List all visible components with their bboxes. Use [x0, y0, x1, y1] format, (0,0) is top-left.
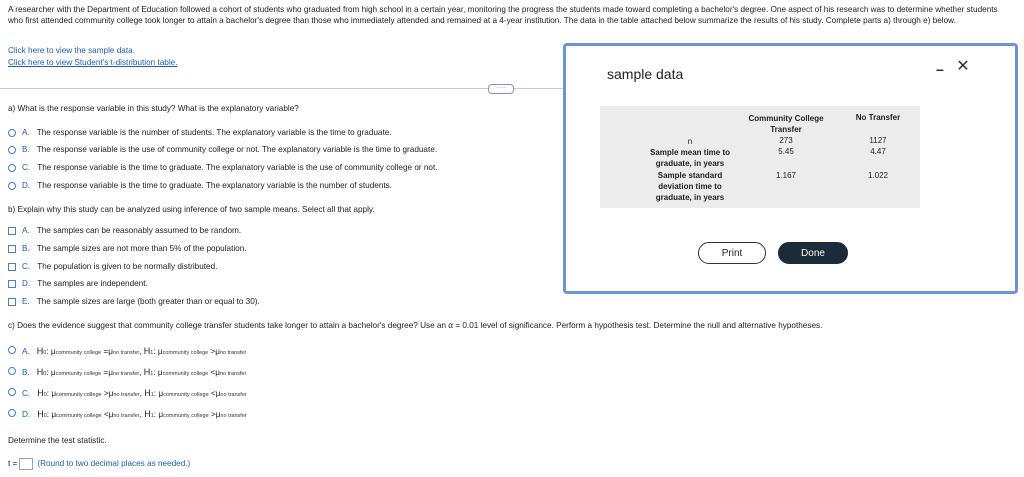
- option-letter: B.: [22, 368, 30, 377]
- part-a-question: a) What is the response variable in this study? What is the explanatory variable?: [8, 104, 299, 113]
- part-c-option[interactable]: [8, 367, 246, 377]
- subscript: 0: [43, 413, 47, 419]
- subscript: community college: [56, 413, 102, 419]
- option-text: The samples can be reasonably assumed to be random.: [36, 226, 242, 235]
- t-answer-input[interactable]: [19, 458, 33, 470]
- part-c-question: c) Does the evidence suggest that community college transfer students take longer to attain a bachelor's degree? Use an α = 0.01 level of significance. Perform a hypothesis test. Determine the null and alternative hypotheses.: [8, 321, 823, 330]
- alt-hypothesis-symbol: H: [143, 367, 151, 377]
- operator: <: [103, 410, 109, 419]
- subscript: no transfer: [112, 371, 140, 377]
- mu-symbol: μ: [51, 410, 57, 419]
- subscript: community college: [56, 392, 102, 398]
- radio-button[interactable]: [8, 388, 16, 396]
- option-text: The response variable is the time to graduate. The explanatory variable is the use of community college or not.: [37, 163, 438, 172]
- operator: <: [210, 389, 216, 398]
- checkbox[interactable]: [8, 263, 16, 271]
- option-letter: D.: [22, 181, 31, 190]
- part-b-option[interactable]: [8, 297, 260, 306]
- subscript: 0: [43, 350, 47, 356]
- part-a-option[interactable]: [8, 163, 438, 172]
- mu-symbol: μ: [108, 368, 113, 377]
- subscript: no transfer: [113, 392, 140, 398]
- subscript: 1: [150, 392, 154, 398]
- row-label-std-dev: Sample standard deviation time to graduate, in years: [655, 171, 725, 202]
- problem-intro: A researcher with the Department of Education followed a cohort of students who graduated from high school in a certain year, monitoring the progress the students made toward completing a bachelor's degree. One aspect of his research was to determine whether students who first attended community college took longer to attain a bachelor's degree than those who immediately attended and remained at a 4-year institution. The data in the table attached below summarize the results of his study. Complete parts a) through e) below.: [8, 5, 998, 25]
- colon: :: [153, 389, 157, 398]
- operator: >: [210, 347, 216, 356]
- subscript: community college: [163, 413, 209, 419]
- part-c-option[interactable]: [8, 346, 246, 356]
- colon: :: [46, 368, 49, 377]
- option-letter: A.: [22, 128, 30, 137]
- alt-hypothesis-symbol: H: [144, 409, 151, 419]
- part-b-question: b) Explain why this study can be analyzed using inference of two sample means. Select all that apply.: [8, 205, 375, 214]
- subscript: 1: [150, 413, 154, 419]
- radio-button[interactable]: [8, 164, 16, 172]
- col-header-no-transfer: No Transfer: [855, 113, 901, 122]
- mu-symbol: μ: [215, 347, 220, 356]
- sample-data-table: [600, 106, 920, 208]
- cell-value: 1127: [869, 136, 887, 145]
- checkbox[interactable]: [8, 245, 16, 253]
- subscript: community college: [163, 392, 209, 398]
- colon: :: [46, 389, 50, 398]
- option-letter: C.: [22, 262, 31, 271]
- null-hypothesis-symbol: H: [37, 409, 44, 419]
- null-hypothesis-symbol: H: [36, 346, 44, 356]
- option-letter: C.: [22, 389, 31, 398]
- close-icon[interactable]: ✕: [956, 58, 970, 75]
- mu-symbol: μ: [50, 347, 56, 356]
- view-t-table-link[interactable]: Click here to view Student's t-distribution table.: [8, 58, 178, 67]
- print-button[interactable]: Print: [698, 242, 766, 264]
- part-a-option[interactable]: [8, 145, 437, 154]
- row-label-mean: Sample mean time to graduate, in years: [649, 148, 731, 168]
- alt-hypothesis-symbol: H: [143, 346, 151, 356]
- view-sample-data-link[interactable]: Click here to view the sample data.: [8, 46, 135, 55]
- part-a-option[interactable]: [8, 128, 392, 137]
- colon: :: [153, 347, 156, 356]
- subscript: community college: [55, 350, 102, 356]
- mu-symbol: μ: [157, 368, 163, 377]
- option-letter: D.: [22, 279, 31, 288]
- radio-button[interactable]: [8, 409, 16, 417]
- mu-symbol: μ: [158, 389, 164, 398]
- row-label-n: n: [687, 137, 693, 146]
- operator: <: [210, 368, 216, 377]
- part-b-option[interactable]: [8, 244, 247, 253]
- subscript: community college: [162, 350, 209, 356]
- option-text: The samples are independent.: [37, 279, 148, 288]
- dialog-title: sample data: [607, 66, 684, 82]
- cell-value: 1.022: [867, 171, 889, 180]
- mu-symbol: μ: [158, 410, 164, 419]
- option-text: The sample sizes are not more than 5% of the population.: [36, 244, 247, 253]
- null-hypothesis-symbol: H: [37, 388, 44, 398]
- operator: =: [103, 368, 109, 377]
- part-c-option[interactable]: [8, 409, 247, 419]
- radio-button[interactable]: [8, 146, 16, 154]
- option-letter: B.: [22, 244, 30, 253]
- subscript: community college: [162, 371, 209, 377]
- part-b-option[interactable]: [8, 279, 148, 288]
- subscript: no transfer: [219, 371, 247, 377]
- mu-symbol: μ: [108, 410, 114, 419]
- expand-more-button[interactable]: ·····: [488, 84, 514, 94]
- option-letter: A.: [22, 347, 30, 356]
- subscript: 1: [150, 350, 154, 356]
- part-b-option[interactable]: [8, 226, 241, 235]
- option-letter: C.: [22, 163, 31, 172]
- separator: ,: [139, 347, 142, 356]
- minimize-icon[interactable]: −: [935, 62, 945, 78]
- colon: :: [46, 410, 50, 419]
- option-letter: D.: [22, 410, 31, 419]
- mu-symbol: μ: [215, 410, 221, 419]
- mu-symbol: μ: [215, 389, 221, 398]
- rounding-hint: (Round to two decimal places as needed.): [37, 459, 191, 469]
- radio-button[interactable]: [8, 182, 16, 190]
- test-statistic-row: [8, 458, 190, 470]
- col-header-community: Community College Transfer: [748, 114, 824, 134]
- part-a-option[interactable]: [8, 181, 392, 190]
- colon: :: [153, 368, 156, 377]
- option-text: The response variable is the number of students. The explanatory variable is the time to graduate.: [36, 128, 392, 137]
- separator: ,: [139, 368, 142, 377]
- checkbox[interactable]: [8, 227, 16, 235]
- option-text: The sample sizes are large (both greater than or equal to 30).: [36, 297, 260, 306]
- subscript: 0: [43, 371, 47, 377]
- mu-symbol: μ: [51, 389, 57, 398]
- sample-data-dialog: [563, 43, 1018, 294]
- subscript: no transfer: [112, 350, 140, 356]
- separator: ,: [139, 410, 142, 419]
- radio-button[interactable]: [8, 367, 16, 375]
- part-c-option[interactable]: [8, 388, 247, 398]
- mu-symbol: μ: [215, 368, 220, 377]
- checkbox[interactable]: [8, 280, 16, 288]
- separator: ,: [139, 389, 142, 398]
- radio-button[interactable]: [8, 129, 16, 137]
- subscript: no transfer: [220, 392, 247, 398]
- mu-symbol: μ: [108, 347, 113, 356]
- cell-value: 273: [779, 136, 793, 145]
- t-label: t =: [8, 459, 18, 469]
- subscript: 1: [150, 371, 154, 377]
- null-hypothesis-symbol: H: [36, 367, 44, 377]
- mu-symbol: μ: [108, 389, 114, 398]
- subscript: no transfer: [219, 350, 247, 356]
- operator: >: [210, 410, 216, 419]
- subscript: no transfer: [220, 413, 247, 419]
- mu-symbol: μ: [157, 347, 163, 356]
- colon: :: [153, 410, 157, 419]
- cell-value: 4.47: [870, 147, 886, 156]
- option-letter: B.: [22, 145, 30, 154]
- mu-symbol: μ: [50, 368, 56, 377]
- operator: >: [103, 389, 109, 398]
- done-button[interactable]: Done: [778, 242, 848, 264]
- subscript: community college: [55, 371, 102, 377]
- subscript: 0: [43, 392, 47, 398]
- option-letter: A.: [22, 226, 30, 235]
- alt-hypothesis-symbol: H: [144, 388, 151, 398]
- operator: =: [103, 347, 109, 356]
- option-text: The population is given to be normally distributed.: [37, 262, 218, 271]
- option-text: The response variable is the time to graduate. The explanatory variable is the number of students.: [37, 181, 393, 190]
- part-b-option[interactable]: [8, 262, 217, 271]
- subscript: no transfer: [113, 413, 140, 419]
- option-text: The response variable is the use of community college or not. The explanatory variable is the time to graduate.: [36, 145, 438, 154]
- radio-button[interactable]: [8, 346, 16, 354]
- checkbox[interactable]: [8, 298, 16, 306]
- cell-value: 1.167: [775, 171, 797, 180]
- option-letter: E.: [22, 297, 30, 306]
- colon: :: [46, 347, 49, 356]
- cell-value: 5.45: [778, 147, 794, 156]
- test-statistic-prompt: Determine the test statistic.: [8, 436, 107, 445]
